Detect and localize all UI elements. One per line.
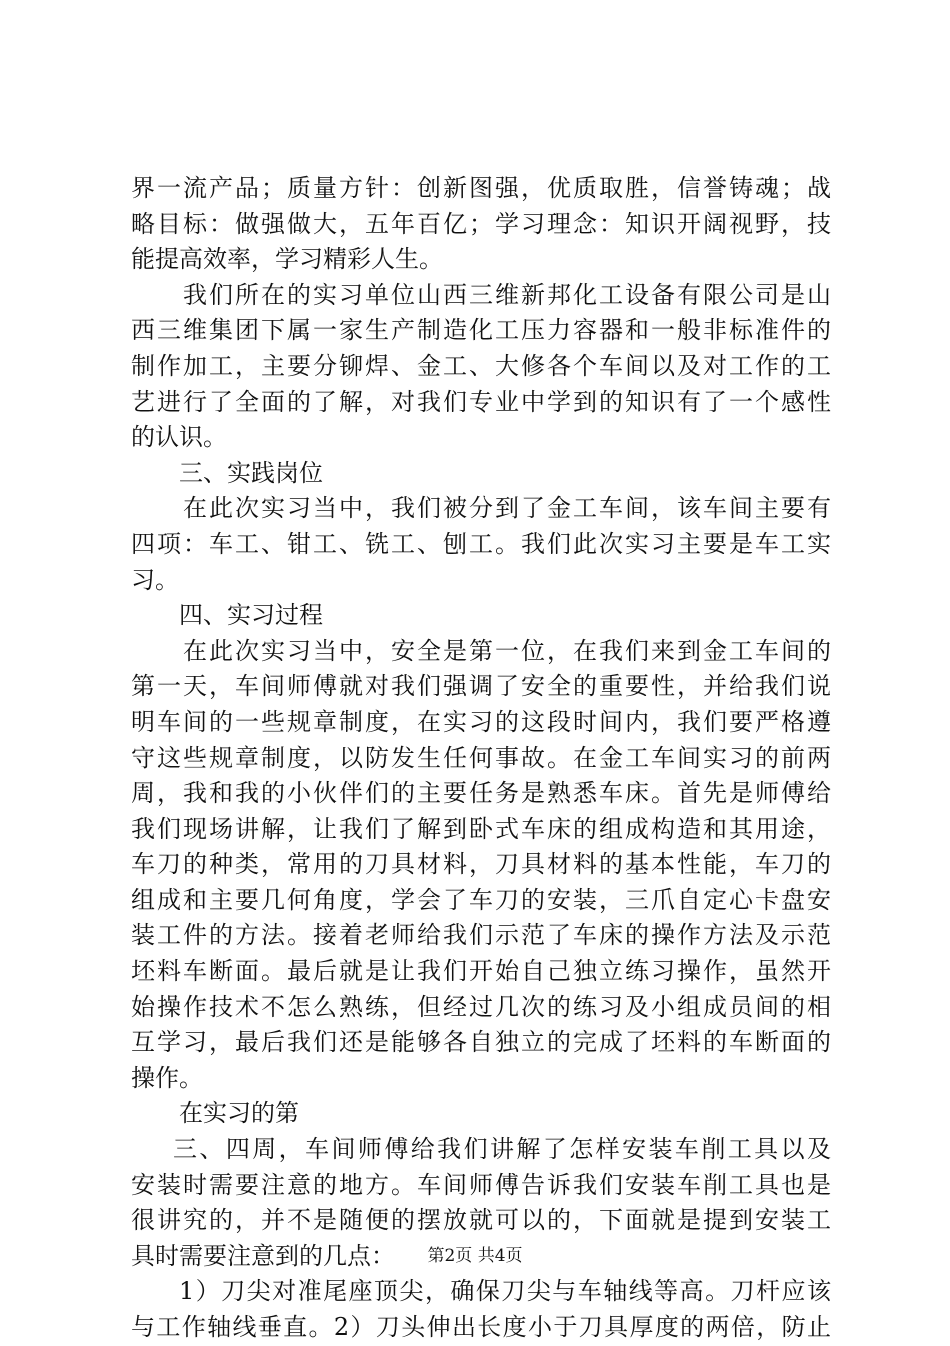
text-line: 能提高效率，学习精彩人生。 — [131, 245, 443, 274]
text-line: 艺进行了全面的了解，对我们专业中学到的知识有了一个感性 — [131, 387, 831, 416]
text-line: 略目标：做强做大，五年百亿；学习理念：知识开阔视野，技 — [131, 209, 831, 238]
text-line: 周，我和我的小伙伴们的主要任务是熟悉车床。首先是师傅给 — [131, 779, 831, 808]
text-line: 明车间的一些规章制度，在实习的这段时间内，我们要严格遵 — [131, 707, 831, 736]
text-line: 守这些规章制度，以防发生任何事故。在金工车间实习的前两 — [131, 743, 831, 772]
text-line: 三、四周，车间师傅给我们讲解了怎样安装车削工具以及 — [173, 1135, 831, 1164]
text-line: 我们所在的实习单位山西三维新邦化工设备有限公司是山 — [183, 280, 831, 309]
text-line: 习。 — [131, 565, 179, 594]
text-line: 互学习，最后我们还是能够各自独立的完成了坯料的车断面的 — [131, 1028, 831, 1057]
text-line: 具时需要注意到的几点： — [131, 1241, 395, 1270]
text-line: 制作加工，主要分铆焊、金工、大修各个车间以及对工作的工 — [131, 351, 831, 380]
text-line: 第一天，车间师傅就对我们强调了安全的重要性，并给我们说 — [131, 672, 831, 701]
text-line: 与工作轴线垂直。2）刀头伸出长度小于刀具厚度的两倍，防止 — [131, 1313, 831, 1341]
text-line: 四、实习过程 — [179, 601, 323, 630]
text-line: 组成和主要几何角度，学会了车刀的安装，三爪自定心卡盘安 — [131, 885, 831, 914]
text-line: 始操作技术不怎么熟练，但经过几次的练习及小组成员间的相 — [131, 992, 831, 1021]
document-body — [131, 171, 831, 1346]
text-line: 在实习的第 — [179, 1099, 299, 1128]
text-line: 装工件的方法。接着老师给我们示范了车床的操作方法及示范 — [131, 921, 831, 950]
text-line: 很讲究的，并不是随便的摆放就可以的，下面就是提到安装工 — [131, 1206, 831, 1235]
text-line: 三、实践岗位 — [179, 458, 323, 487]
text-line: 操作。 — [131, 1063, 203, 1092]
text-line: 安装时需要注意的地方。车间师傅告诉我们安装车削工具也是 — [131, 1170, 831, 1199]
text-line: 1）刀尖对准尾座顶尖，确保刀尖与车轴线等高。刀杆应该 — [179, 1277, 831, 1306]
text-line: 四项：车工、钳工、铣工、刨工。我们此次实习主要是车工实 — [131, 529, 831, 558]
text-line: 在此次实习当中，我们被分到了金工车间，该车间主要有 — [183, 494, 831, 523]
text-line: 在此次实习当中，安全是第一位，在我们来到金工车间的 — [183, 636, 831, 665]
text-line: 坯料车断面。最后就是让我们开始自己独立练习操作，虽然开 — [131, 957, 831, 986]
text-line: 西三维集团下属一家生产制造化工压力容器和一般非标准件的 — [131, 316, 831, 345]
text-line: 界一流产品；质量方针：创新图强，优质取胜，信誉铸魂；战 — [131, 174, 831, 202]
text-line: 车刀的种类，常用的刀具材料，刀具材料的基本性能，车刀的 — [131, 850, 831, 879]
text-line: 我们现场讲解，让我们了解到卧式车床的组成构造和其用途， — [131, 814, 831, 843]
text-line: 的认识。 — [131, 423, 227, 452]
page-footer: 第2页 共4页 — [427, 1246, 523, 1266]
